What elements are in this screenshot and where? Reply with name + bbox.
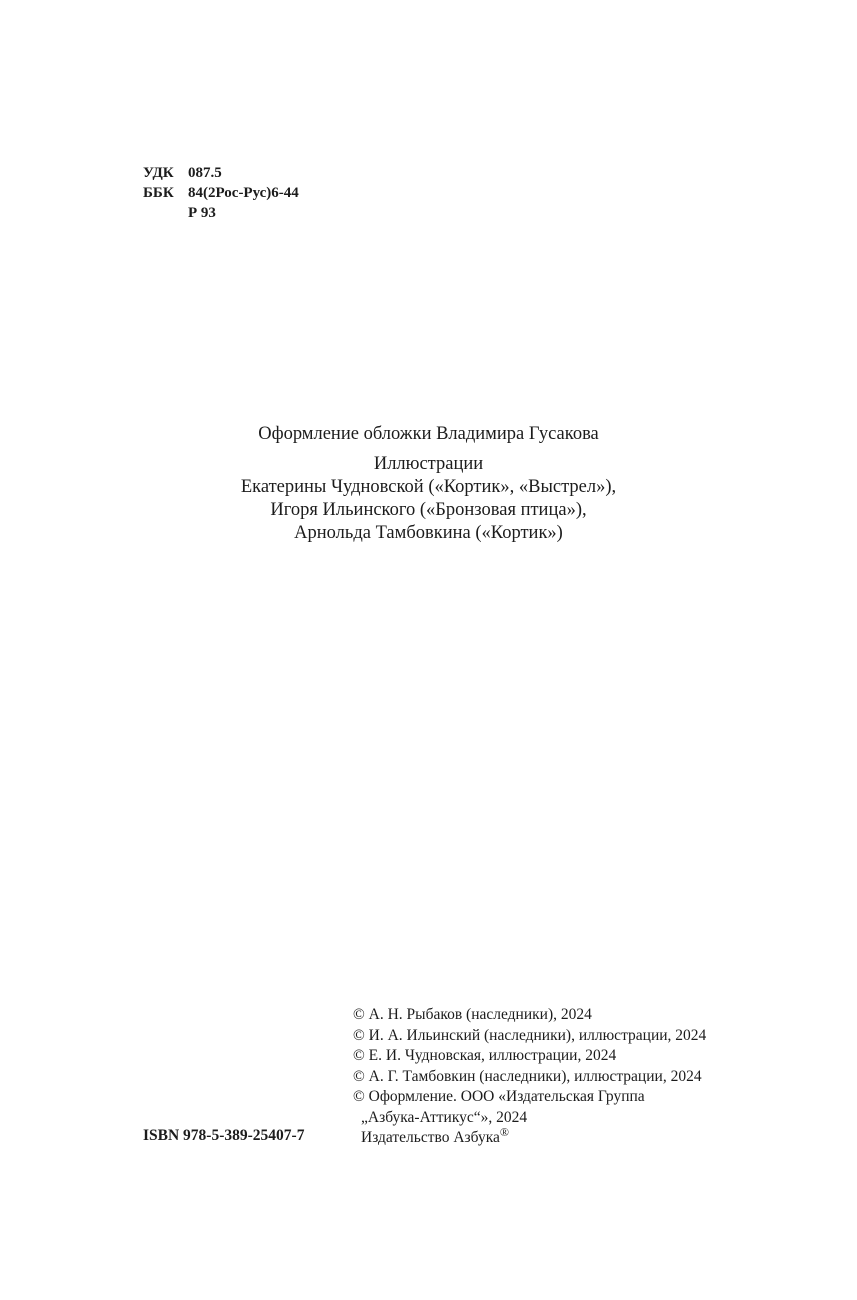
isbn: ISBN 978-5-389-25407-7 [143,1127,305,1144]
udk-value: 087.5 [188,165,222,181]
bbk-label: ББК [143,185,174,201]
publisher-line [353,1124,706,1149]
author-mark: Р 93 [188,205,216,221]
copyright-line: © А. Н. Рыбаков (наследники), 2024 [353,1006,592,1023]
illustrator-credit: Игоря Ильинского («Бронзовая птица»), [270,500,587,520]
copyright-line: © Оформление. ООО «Издательская Группа [353,1088,645,1105]
bbk-row [143,183,299,203]
illustrations-heading: Иллюстрации [373,454,484,474]
illustrator-credit: Екатерины Чудновской («Кортик», «Выстрел»), [240,477,617,497]
copyright-line: © И. А. Ильинский (наследники), иллюстрации, 2024 [353,1026,707,1044]
author-mark-row [143,203,299,223]
bbk-value: 84(2Рос-Рус)6-44 [188,185,299,201]
credits-block [0,423,857,545]
cover-design-credit: Оформление обложки Владимира Гусакова [258,424,599,444]
illustrator-credit: Арнольда Тамбовкина («Кортик») [294,523,563,543]
copyright-notices [353,1005,706,1149]
classification-block [143,163,299,223]
copyright-line: © А. Г. Тамбовкин (наследники), иллюстрации, 2024 [353,1067,702,1085]
udk-row [143,163,299,183]
copyright-line: © Е. И. Чудновская, иллюстрации, 2024 [353,1047,617,1064]
udk-label: УДК [143,165,174,181]
publisher-name: Издательство Азбука [361,1129,500,1146]
copyright-line: „Азбука-Аттикус“», 2024 [361,1108,528,1126]
registered-mark: ® [499,1124,510,1139]
